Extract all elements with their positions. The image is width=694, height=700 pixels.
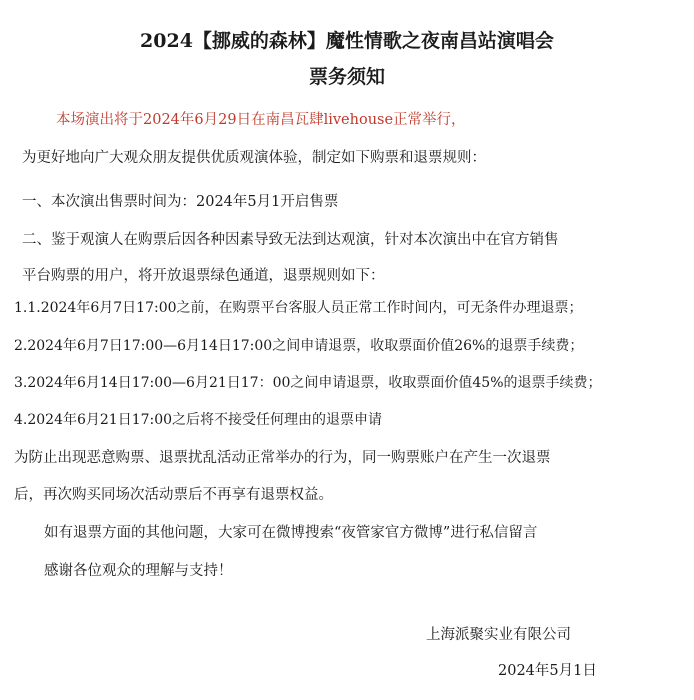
section-two-line1: 二、鉴于观演人在购票后因各种因素导致无法到达观演，针对本次演出中在官方销售: [22, 232, 559, 248]
refund-rule-3: 3.2024年6月14日17:00—6月21日17：00之间申请退票，收取票面价值45%的退票手续费；: [14, 375, 602, 391]
intro-highlight: 本场演出将于2024年6月29日在南昌瓦肆livehouse正常举行，: [56, 112, 466, 128]
anti-abuse-line2: 后，再次购买同场次活动票后不再享有退票权益。: [14, 487, 333, 503]
company-signature: 上海派聚实业有限公司: [426, 627, 571, 643]
section-two-line2: 平台购票的用户，将开放退票绿色通道，退票规则如下：: [22, 268, 385, 284]
refund-rule-4: 4.2024年6月21日17:00之后将不接受任何理由的退票申请: [14, 412, 383, 428]
refund-rule-1: 1.1.2024年6月7日17:00之前，在购票平台客服人员正常工作时间内，可无条件办理退票；: [14, 300, 583, 316]
notice-title: 票务须知: [308, 66, 385, 88]
event-title: 2024【挪威的森林】魔性情歌之夜南昌站演唱会: [140, 30, 554, 52]
signature-date: 2024年5月1日: [498, 663, 597, 679]
section-one: 一、本次演出售票时间为：2024年5月1开启售票: [22, 194, 339, 210]
thanks-note: 感谢各位观众的理解与支持！: [44, 563, 233, 579]
refund-rule-2: 2.2024年6月7日17:00—6月14日17:00之间申请退票，收取票面价值26%的退票手续费；: [14, 338, 584, 354]
intro-text: 为更好地向广大观众朋友提供优质观演体验，制定如下购票和退票规则：: [22, 150, 486, 166]
contact-note: 如有退票方面的其他问题，大家可在微博搜索“夜管家官方微博”进行私信留言: [44, 525, 538, 541]
anti-abuse-line1: 为防止出现恶意购票、退票扰乱活动正常举办的行为，同一购票账户在产生一次退票: [14, 450, 551, 466]
